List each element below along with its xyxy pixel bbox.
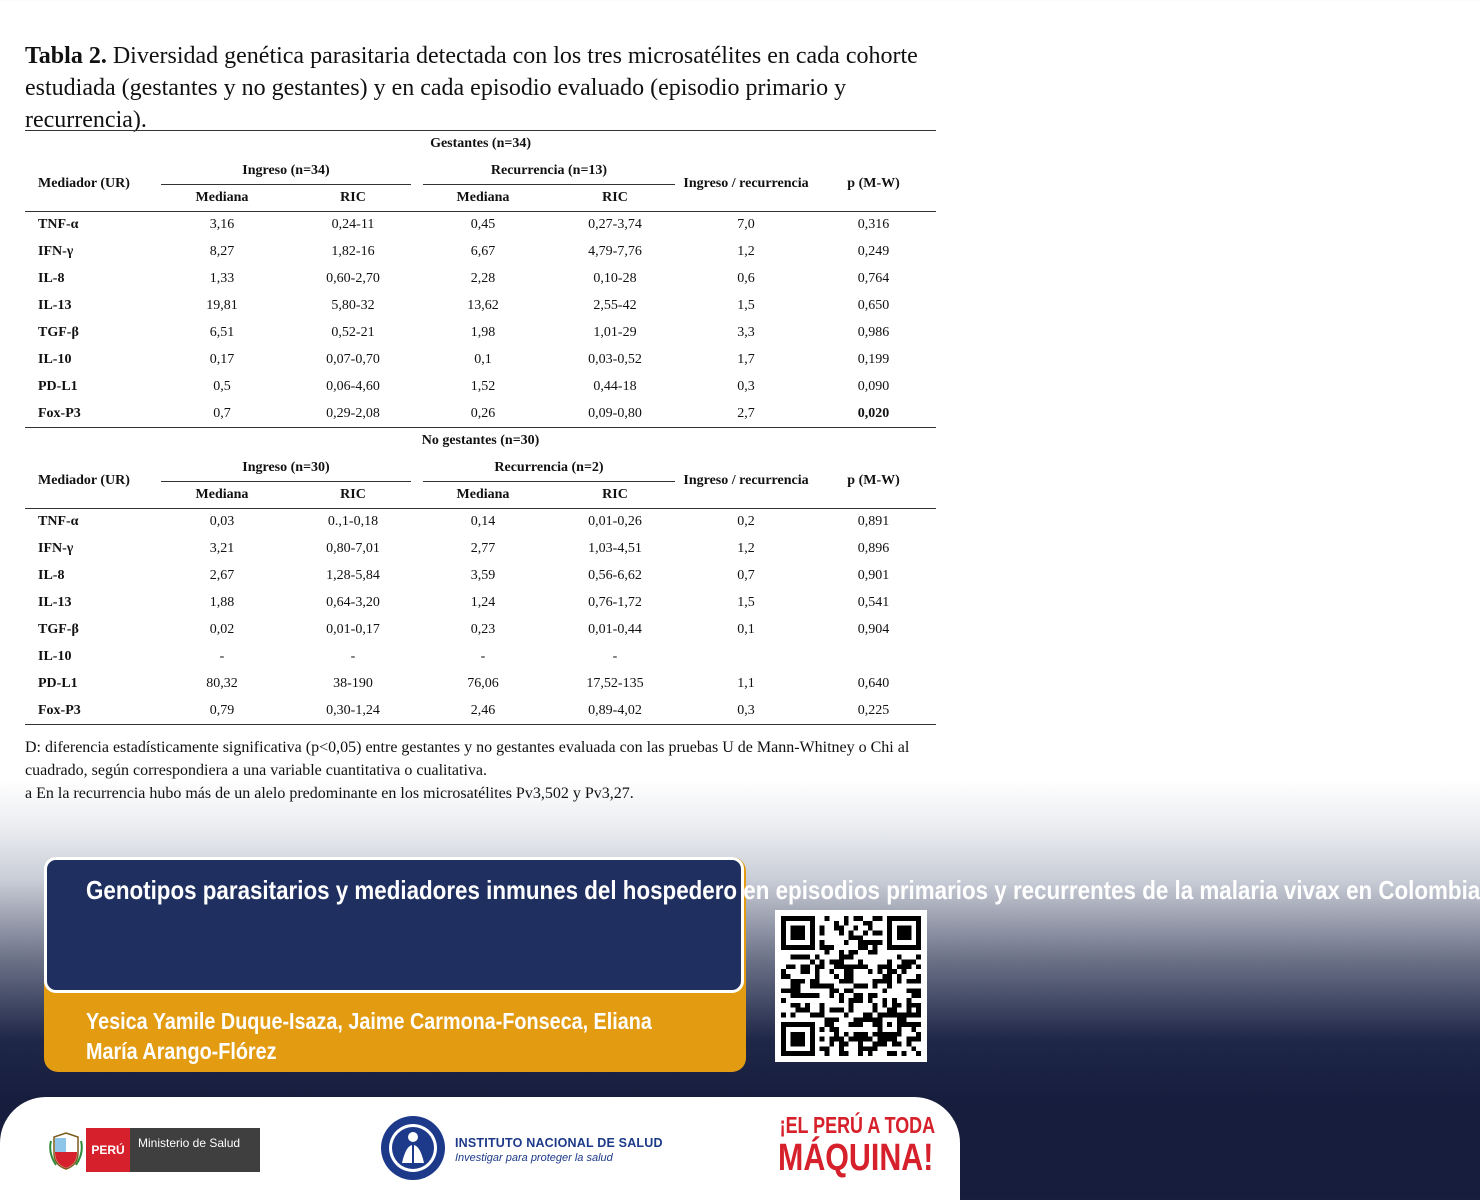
mediator-name: IFN-γ [38, 244, 74, 259]
institute-tagline: Investigar para proteger la salud [455, 1152, 613, 1164]
mediator-name: TGF-β [38, 325, 79, 340]
recurrencia-mediana: 0,14 [470, 514, 496, 530]
recurrencia-mediana: 13,62 [467, 298, 499, 313]
note-significance: D: diferencia estadísticamente significativa (p<0,05) entre gestantes y no gestantes evaluada con las pruebas U de Mann-Whitney o Chi al cuadrado, según correspondiera a una variable cuantitativa o cualitativa. [25, 739, 910, 779]
ingreso-recurrencia-ratio: 0,7 [737, 568, 755, 583]
ingreso-mediana: 0,79 [155, 698, 289, 725]
table-row [25, 644, 936, 671]
ingreso-mediana: - [219, 649, 225, 664]
p-value: 0,249 [857, 244, 890, 259]
mediator-name: TNF-α [38, 217, 79, 233]
group-recurrencia [417, 455, 681, 482]
qr-code-icon[interactable] [775, 910, 927, 1062]
p-value: 0,020 [811, 401, 936, 428]
peru-label: PERÚ [86, 1128, 130, 1172]
mediator-name: IL-8 [38, 271, 65, 286]
cohort-title: No gestantes (n=30) [25, 428, 936, 455]
col-ric: RIC [549, 482, 681, 509]
ingreso-ric: 0,29-2,08 [289, 401, 417, 428]
group-recurrencia [417, 158, 681, 185]
ingreso-ric: 38-190 [333, 676, 373, 691]
ingreso-mediana: 0,17 [209, 352, 235, 367]
ingreso-recurrencia-ratio: 1,2 [737, 244, 755, 259]
group-ingreso-label: Ingreso (n=30) [242, 460, 330, 475]
table-body [25, 509, 936, 725]
ingreso-mediana: 2,67 [209, 568, 235, 583]
ingreso-mediana: 0,03 [209, 514, 235, 530]
group-recurrencia-label: Recurrencia (n=13) [490, 163, 608, 178]
col-mediador: Mediador (UR) [25, 455, 155, 509]
recurrencia-ric: 0,01-0,44 [588, 622, 642, 637]
campaign-slogan [762, 1112, 936, 1179]
col-mediana: Mediana [417, 482, 549, 509]
ingreso-ric: 0,06-4,60 [326, 379, 380, 394]
ingreso-mediana: 1,33 [209, 271, 235, 286]
recurrencia-mediana: 1,52 [470, 379, 496, 394]
recurrencia-ric: 0,27-3,74 [588, 217, 642, 233]
ingreso-ric: 0,64-3,20 [326, 595, 380, 610]
recurrencia-ric: 1,01-29 [593, 325, 637, 340]
recurrencia-mediana: 1,24 [470, 595, 496, 610]
p-value: 0,316 [857, 217, 890, 233]
article-title: Genotipos parasitarios y mediadores inmunes del hospedero en episodios primarios y recurrentes de la malaria vivax en Colombia [86, 875, 1480, 905]
recurrencia-mediana: 76,06 [467, 676, 499, 691]
col-ric: RIC [289, 482, 417, 509]
ingreso-recurrencia-ratio: 0,3 [737, 379, 755, 394]
mediator-name: IL-10 [38, 352, 72, 367]
table-notes [25, 736, 940, 805]
mediator-name: Fox-P3 [25, 401, 155, 428]
slogan-line-1: ¡EL PERÚ A TODA [779, 1112, 936, 1138]
table-row [25, 401, 936, 428]
table-row [25, 320, 936, 347]
recurrencia-ric: 0,44-18 [593, 379, 637, 394]
peru-coat-of-arms-icon [48, 1131, 84, 1171]
ingreso-mediana: 19,81 [206, 298, 238, 313]
recurrencia-ric: 1,03-4,51 [588, 541, 642, 556]
recurrencia-ric: 0,10-28 [593, 271, 637, 286]
recurrencia-ric: 4,79-7,76 [588, 244, 642, 259]
p-value: 0,199 [857, 352, 890, 367]
ingreso-recurrencia-ratio: 1,5 [737, 595, 755, 610]
recurrencia-ric: 0,89-4,02 [549, 698, 681, 725]
ingreso-mediana: 80,32 [206, 676, 238, 691]
table-caption [25, 40, 940, 136]
ingreso-recurrencia-ratio: 0,1 [737, 622, 755, 637]
article-authors: Yesica Yamile Duque-Isaza, Jaime Carmona-Fonseca, Eliana María Arango-Flórez [86, 1008, 652, 1064]
col-ingreso-recurrencia: Ingreso / recurrencia [681, 158, 811, 212]
ingreso-recurrencia-ratio: 0,6 [737, 271, 755, 286]
mediator-name: TGF-β [38, 622, 79, 637]
ingreso-recurrencia-ratio [681, 644, 811, 671]
recurrencia-mediana: 3,59 [470, 568, 496, 583]
table-row [25, 347, 936, 374]
group-ingreso [155, 455, 417, 482]
recurrencia-ric: 0,56-6,62 [588, 568, 642, 583]
ingreso-ric: 1,82-16 [331, 244, 375, 259]
ingreso-recurrencia-ratio: 1,5 [737, 298, 755, 313]
mediator-name: IFN-γ [38, 541, 74, 556]
p-value: 0,225 [811, 698, 936, 725]
table-row [25, 617, 936, 644]
p-value: 0,901 [857, 568, 890, 583]
col-mediana: Mediana [417, 185, 549, 212]
ingreso-mediana: 3,16 [209, 217, 235, 233]
col-p: p (M-W) [811, 158, 936, 212]
ingreso-ric: 5,80-32 [331, 298, 375, 313]
ingreso-recurrencia-ratio: 1,1 [737, 676, 755, 691]
institute-name: INSTITUTO NACIONAL DE SALUD [455, 1136, 663, 1150]
ingreso-mediana: 3,21 [209, 541, 235, 556]
p-value: 0,891 [857, 514, 890, 530]
institute-emblem-icon [380, 1115, 446, 1181]
col-mediana: Mediana [155, 482, 289, 509]
recurrencia-mediana: - [480, 649, 486, 664]
table-row [25, 266, 936, 293]
ingreso-ric: - [350, 649, 356, 664]
table-row [25, 239, 936, 266]
ingreso-mediana: 1,88 [209, 595, 235, 610]
table-row [25, 509, 936, 536]
recurrencia-ric: 0,01-0,26 [588, 514, 642, 530]
col-ric: RIC [289, 185, 417, 212]
recurrencia-mediana: 2,77 [470, 541, 496, 556]
ingreso-ric: 0,60-2,70 [326, 271, 380, 286]
mediator-name: IL-13 [38, 595, 72, 610]
caption-text: Diversidad genética parasitaria detectada con los tres microsatélites en cada cohorte estudiada (gestantes y no gestantes) y en cada episodio evaluado (episodio primario y recurrencia). [25, 43, 918, 133]
recurrencia-ric: 17,52-135 [586, 676, 644, 691]
group-ingreso-label: Ingreso (n=34) [242, 163, 330, 178]
table-row [25, 563, 936, 590]
recurrencia-ric: 0,76-1,72 [588, 595, 642, 610]
slogan-line-2: MÁQUINA! [778, 1137, 934, 1179]
p-value: 0,640 [857, 676, 890, 691]
mediator-name: PD-L1 [38, 676, 78, 691]
ingreso-mediana: 8,27 [209, 244, 235, 259]
p-value [811, 644, 936, 671]
mediator-name: IL-8 [38, 568, 65, 583]
recurrencia-mediana: 2,46 [417, 698, 549, 725]
ingreso-ric: 0,30-1,24 [289, 698, 417, 725]
group-ingreso [155, 158, 417, 185]
ingreso-ric: 0,24-11 [331, 217, 375, 233]
recurrencia-ric: - [612, 649, 618, 664]
ingreso-ric: 1,28-5,84 [326, 568, 380, 583]
ingreso-mediana: 0,5 [213, 379, 231, 394]
mediator-name: IL-13 [38, 298, 72, 313]
col-ric: RIC [549, 185, 681, 212]
ingreso-recurrencia-ratio: 2,7 [681, 401, 811, 428]
table-row [25, 671, 936, 698]
table-row [25, 293, 936, 320]
ingreso-mediana: 6,51 [209, 325, 235, 340]
ingreso-ric: 0,52-21 [331, 325, 375, 340]
p-value: 0,896 [857, 541, 890, 556]
table-row [25, 536, 936, 563]
ingreso-ric: 0,01-0,17 [326, 622, 380, 637]
table-body [25, 212, 936, 428]
recurrencia-mediana: 2,28 [470, 271, 496, 286]
p-value: 0,541 [857, 595, 890, 610]
qr-code-graphic [781, 916, 921, 1056]
ingreso-recurrencia-ratio: 7,0 [737, 217, 755, 233]
note-alleles: a En la recurrencia hubo más de un alelo predominante en los microsatélites Pv3,502 y Pv3,27. [25, 785, 634, 802]
recurrencia-mediana: 0,23 [470, 622, 496, 637]
p-value: 0,904 [857, 622, 890, 637]
recurrencia-mediana: 0,26 [417, 401, 549, 428]
ingreso-mediana: 0,7 [155, 401, 289, 428]
cohort-title: Gestantes (n=34) [25, 131, 936, 158]
col-mediador: Mediador (UR) [25, 158, 155, 212]
p-value: 0,764 [857, 271, 890, 286]
mediator-name: PD-L1 [38, 379, 78, 394]
ingreso-recurrencia-ratio: 1,7 [737, 352, 755, 367]
mediator-name: TNF-α [38, 514, 79, 530]
recurrencia-mediana: 1,98 [470, 325, 496, 340]
recurrencia-ric: 0,03-0,52 [588, 352, 642, 367]
table-row [25, 590, 936, 617]
ingreso-ric: 0,07-0,70 [326, 352, 380, 367]
caption-label: Tabla 2. [25, 43, 107, 69]
ingreso-mediana: 0,02 [209, 622, 235, 637]
table-row [25, 374, 936, 401]
p-value: 0,090 [857, 379, 890, 394]
ingreso-recurrencia-ratio: 1,2 [737, 541, 755, 556]
p-value: 0,986 [857, 325, 890, 340]
ingreso-recurrencia-ratio: 3,3 [737, 325, 755, 340]
table-row [25, 212, 936, 239]
group-recurrencia-label: Recurrencia (n=2) [494, 460, 604, 475]
col-p: p (M-W) [811, 455, 936, 509]
col-ingreso-recurrencia: Ingreso / recurrencia [681, 455, 811, 509]
ingreso-ric: 0,80-7,01 [326, 541, 380, 556]
table-row [25, 698, 936, 725]
col-mediana: Mediana [155, 185, 289, 212]
mediator-name: Fox-P3 [25, 698, 155, 725]
p-value: 0,650 [857, 298, 890, 313]
mediator-name: IL-10 [38, 649, 72, 664]
table-gestantes [25, 130, 936, 428]
recurrencia-ric: 2,55-42 [593, 298, 637, 313]
recurrencia-mediana: 0,1 [474, 352, 492, 367]
ingreso-recurrencia-ratio: 0,2 [737, 514, 755, 530]
ingreso-recurrencia-ratio: 0,3 [681, 698, 811, 725]
table-no-gestantes [25, 427, 936, 725]
ministry-label: Ministerio de Salud [130, 1128, 260, 1172]
recurrencia-mediana: 6,67 [470, 244, 496, 259]
recurrencia-mediana: 0,45 [470, 217, 496, 233]
ingreso-ric: 0.,1-0,18 [327, 514, 379, 530]
recurrencia-ric: 0,09-0,80 [549, 401, 681, 428]
